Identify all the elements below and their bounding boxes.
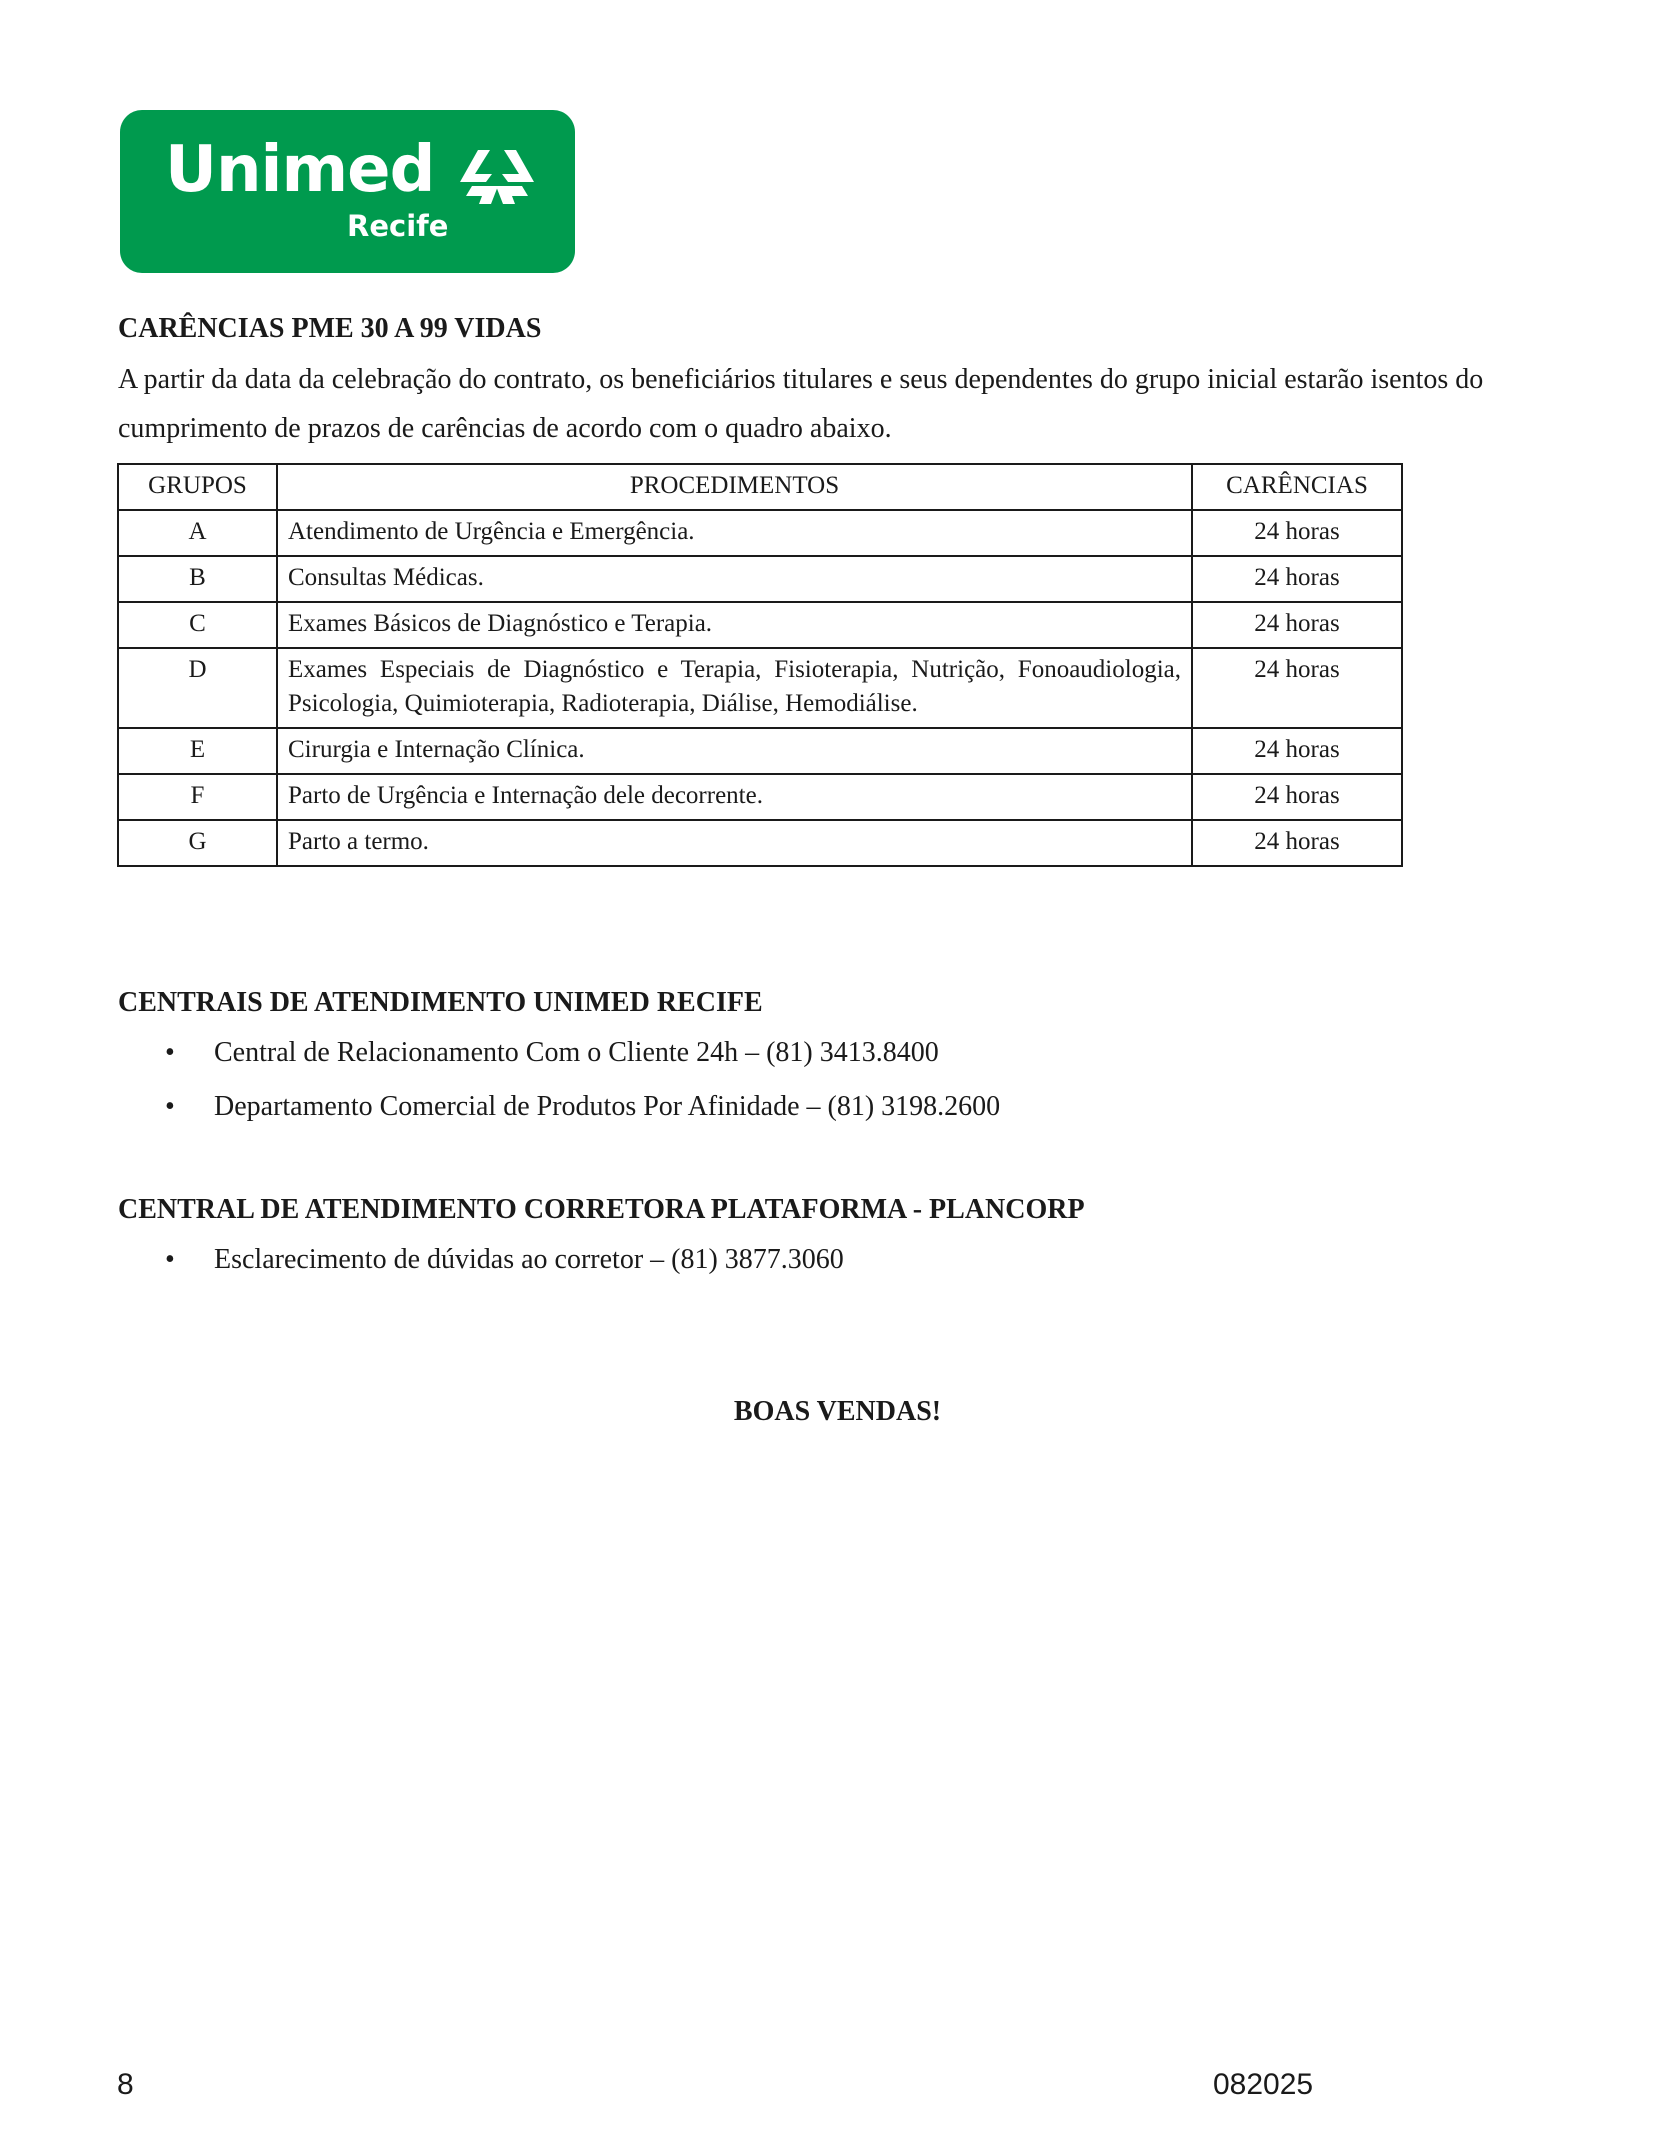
- table-row: [118, 774, 1402, 820]
- document-code: 082025: [1213, 2068, 1314, 2101]
- table-row: [118, 820, 1402, 866]
- list-item: • Central de Relacionamento Com o Cliente 24h – (81) 3413.8400: [118, 1026, 1000, 1080]
- cell-procedimento: Parto de Urgência e Internação dele decorrente.: [277, 774, 1192, 820]
- column-header: PROCEDIMENTOS: [277, 464, 1192, 510]
- carencias-table: [117, 463, 1403, 867]
- closing-text: BOAS VENDAS!: [733, 1396, 942, 1427]
- list-item: • Esclarecimento de dúvidas ao corretor – (81) 3877.3060: [118, 1233, 844, 1287]
- cell-carencia: 24 horas: [1192, 510, 1402, 556]
- column-header: GRUPOS: [118, 464, 277, 510]
- centrais-heading: CENTRAIS DE ATENDIMENTO UNIMED RECIFE: [118, 987, 763, 1018]
- page-title: CARÊNCIAS PME 30 A 99 VIDAS: [118, 313, 542, 344]
- cell-carencia: 24 horas: [1192, 648, 1402, 728]
- cell-procedimento: Parto a termo.: [277, 820, 1192, 866]
- intro-paragraph: A partir da data da celebração do contrato, os beneficiários titulares e seus dependentes do grupo inicial estarão isentos do cumprimento de prazos de carências de acordo com o quadro abaixo.: [118, 364, 1484, 444]
- corretora-heading: CENTRAL DE ATENDIMENTO CORRETORA PLATAFORMA - PLANCORP: [118, 1194, 1085, 1225]
- cell-carencia: 24 horas: [1192, 774, 1402, 820]
- logo-brand: Unimed: [165, 133, 435, 207]
- cell-carencia: 24 horas: [1192, 556, 1402, 602]
- table-row: [118, 510, 1402, 556]
- table-row: [118, 556, 1402, 602]
- cell-carencia: 24 horas: [1192, 728, 1402, 774]
- cell-carencia: 24 horas: [1192, 820, 1402, 866]
- unimed-tree-icon: [458, 150, 536, 204]
- table-row: [118, 602, 1402, 648]
- table-row: [118, 648, 1402, 728]
- list-item: • Departamento Comercial de Produtos Por Afinidade – (81) 3198.2600: [118, 1080, 1000, 1134]
- cell-grupo: D: [118, 648, 277, 728]
- cell-grupo: C: [118, 602, 277, 648]
- corretora-list: [118, 1233, 844, 1287]
- cell-grupo: F: [118, 774, 277, 820]
- table-header-row: [118, 464, 1402, 510]
- cell-grupo: E: [118, 728, 277, 774]
- cell-procedimento: Consultas Médicas.: [277, 556, 1192, 602]
- cell-procedimento: Exames Básicos de Diagnóstico e Terapia.: [277, 602, 1192, 648]
- table-row: [118, 728, 1402, 774]
- column-header: CARÊNCIAS: [1192, 464, 1402, 510]
- cell-procedimento: Cirurgia e Internação Clínica.: [277, 728, 1192, 774]
- cell-procedimento: Exames Especiais de Diagnóstico e Terapia, Fisioterapia, Nutrição, Fonoaudiologia, Psicologia, Quimioterapia, Radioterapia, Diálise, Hemodiálise.: [277, 648, 1192, 728]
- unimed-logo: [120, 110, 575, 273]
- page-number: 8: [117, 2068, 134, 2101]
- centrais-list: [118, 1026, 1000, 1134]
- cell-grupo: G: [118, 820, 277, 866]
- cell-grupo: B: [118, 556, 277, 602]
- logo-subtitle: Recife: [347, 209, 449, 243]
- cell-grupo: A: [118, 510, 277, 556]
- cell-procedimento: Atendimento de Urgência e Emergência.: [277, 510, 1192, 556]
- cell-carencia: 24 horas: [1192, 602, 1402, 648]
